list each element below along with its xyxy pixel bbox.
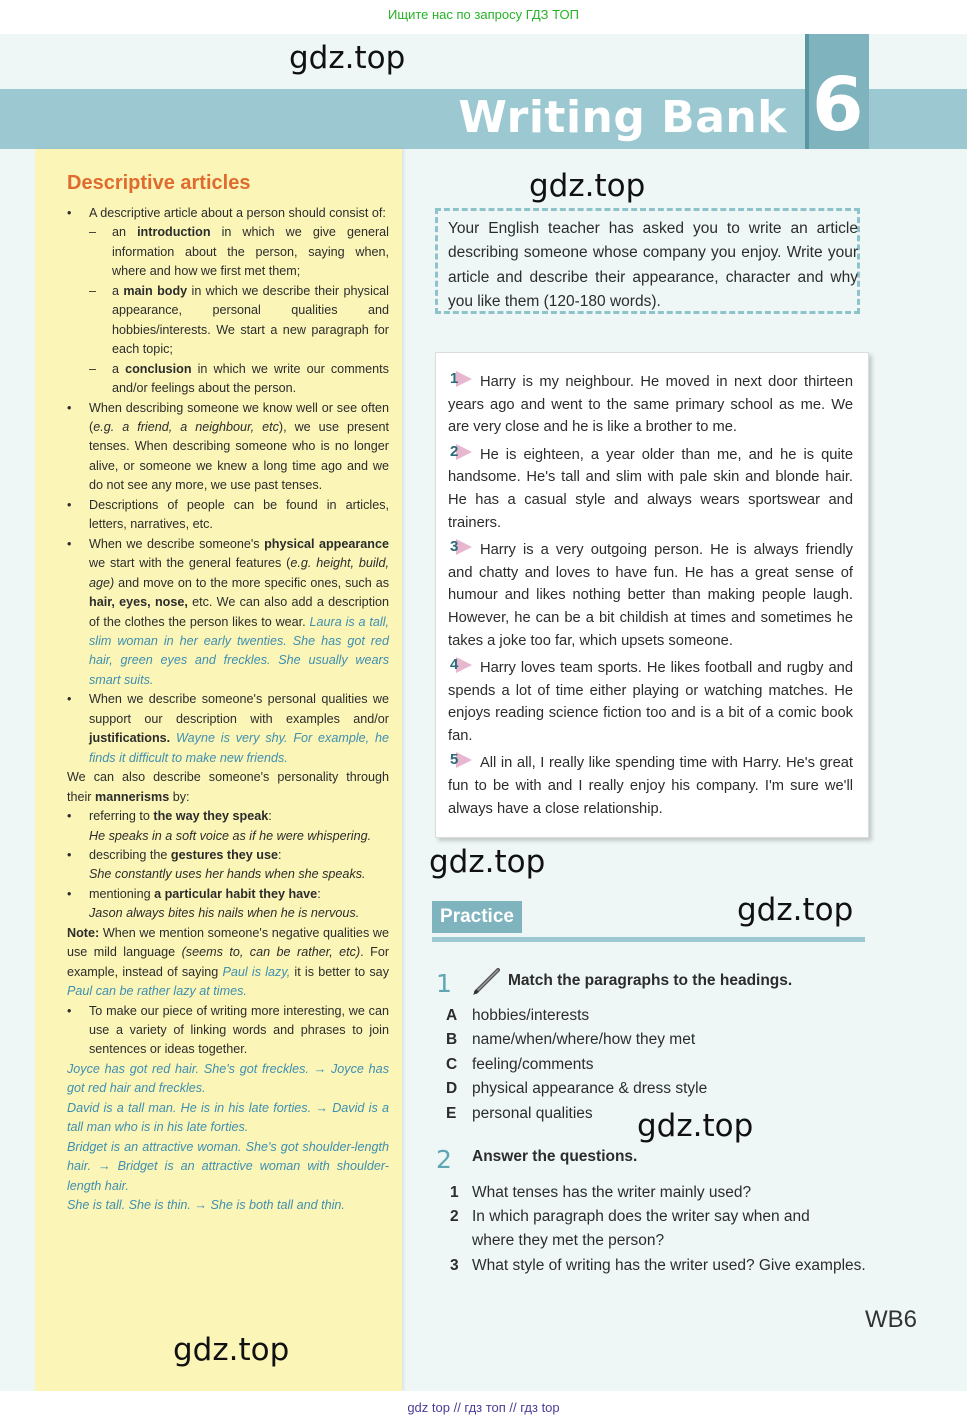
- paragraph-number-marker: 1: [448, 371, 470, 387]
- theory-title: Descriptive articles: [67, 172, 251, 194]
- theory-bullet: • When we describe someone's personal qualities we support our description with examples and/or justifications. Wayne is very shy. For example, he finds it difficult to make new friends.: [67, 690, 389, 768]
- writing-task-box: [435, 208, 860, 314]
- heading-option: B name/when/where/how they met: [446, 1031, 696, 1048]
- watermark: gdz.top: [737, 892, 854, 928]
- paragraph-number-marker: 3: [448, 539, 470, 555]
- theory-bullet: • describing the gestures they use:: [67, 846, 389, 865]
- question-item: 1 What tenses has the writer mainly used?: [450, 1184, 752, 1201]
- unit-number: 6: [812, 62, 864, 148]
- linking-example: Joyce has got red hair. She's got freckles. → Joyce has got red hair and freckles.: [67, 1061, 389, 1096]
- article-paragraph: 4 Harry loves team sports. He likes football and rugby and spends a lot of time either playing or watching matches. He enjoys reading science fiction too and is a bit of a comic book fan.: [448, 655, 853, 745]
- article-paragraph: 2 He is eighteen, a year older than me, and he is quite handsome. He's tall and slim with pale skin and blonde hair. He has a casual style and always wears sportswear and trainers.: [448, 442, 853, 531]
- watermark: gdz.top: [289, 40, 406, 76]
- theory-bullet: • referring to the way they speak:: [67, 807, 389, 826]
- heading-option: E personal qualities: [446, 1105, 593, 1122]
- exercise-2-heading: Answer the questions.: [472, 1148, 638, 1165]
- watermark: gdz.top: [637, 1108, 754, 1144]
- theory-body: [67, 204, 389, 1216]
- article-text: [448, 371, 853, 825]
- pencil-icon: [470, 964, 504, 998]
- question-item-continued: where they met the person?: [472, 1232, 665, 1249]
- theory-subitem: – an introduction in which we give general information about the person, saying when, where and how we first met them;: [67, 223, 389, 281]
- theory-bullet: • When describing someone we know well or see often (e.g. a friend, a neighbour, etc), we use present tenses. When describing someone who is no longer alive, or someone we knew a long time ago and we do not see any more, we use past tenses.: [67, 399, 389, 496]
- writing-task-text: Your English teacher has asked you to write an article describing someone whose company you enjoy. Write your article and describe their appearance, character and why you like them (120-180 words).: [448, 220, 858, 311]
- footer-links: gdz top // гдз топ // гдз top: [0, 1391, 967, 1425]
- practice-divider: [432, 937, 865, 942]
- article-paragraph: 1 Harry is my neighbour. He moved in next door thirteen years ago and went to the same primary school as me. We are very close and he is like a brother to me.: [448, 370, 853, 436]
- theory-bullet: • When we describe someone's physical appearance we start with the general features (e.g. height, build, age) and move on to the more specific ones, such as hair, eyes, nose, etc. We can also add a description of the clothes the person likes to wear. Laura is a tall, slim woman in her early twenties. She has got red hair, green eyes and freckles. She usually wears smart suits.: [67, 535, 389, 691]
- model-article: [435, 352, 869, 838]
- page-code: WB6: [865, 1306, 918, 1333]
- exercise-1-heading: Match the paragraphs to the headings.: [508, 972, 793, 989]
- paragraph-number-marker: 4: [448, 657, 470, 673]
- question-item: 3 What style of writing has the writer used? Give examples.: [450, 1257, 866, 1274]
- theory-subitem: – a conclusion in which we write our comments and/or feelings about the person.: [67, 360, 389, 399]
- theory-bullet: • A descriptive article about a person should consist of:: [67, 204, 389, 223]
- linking-example: Bridget is an attractive woman. She's got shoulder-length hair. → Bridget is an attractive woman with shoulder-length hair.: [67, 1139, 389, 1193]
- theory-bullet: • mentioning a particular habit they have:: [67, 885, 389, 904]
- page-title: Writing Bank: [458, 92, 787, 143]
- theory-example: She constantly uses her hands when she speaks.: [89, 867, 366, 882]
- linking-example: David is a tall man. He is in his late forties. → David is a tall man who is in his late forties.: [67, 1100, 389, 1135]
- practice-label: Practice: [432, 901, 522, 933]
- exercise-1-number: 1: [436, 969, 452, 998]
- watermark: gdz.top: [429, 844, 546, 880]
- theory-example: Jason always bites his nails when he is nervous.: [89, 906, 360, 921]
- heading-option: D physical appearance & dress style: [446, 1080, 708, 1097]
- article-paragraph: 5 All in all, I really like spending time with Harry. He's great fun to be with and I really enjoy his company. I'm sure we'll always have a close relationship.: [448, 751, 853, 817]
- theory-subitem: – a main body in which we describe their physical appearance, personal qualities and hobbies/interests. We start a new paragraph for each topic;: [67, 282, 389, 360]
- theory-example: He speaks in a soft voice as if he were whispering.: [89, 828, 372, 843]
- heading-option: C feeling/comments: [446, 1056, 594, 1073]
- linking-example: She is tall. She is thin. → She is both tall and thin.: [67, 1198, 345, 1213]
- top-note: Ищите нас по запросу ГДЗ ТОП: [0, 0, 967, 34]
- theory-bullet: • Descriptions of people can be found in articles, letters, narratives, etc.: [67, 496, 389, 535]
- heading-option: A hobbies/interests: [446, 1007, 590, 1024]
- theory-note: Note: When we mention someone's negative qualities we use mild language (seems to, can be rather, etc). For example, instead of saying Paul is lazy, it is better to say Paul can be rather lazy at times.: [67, 925, 390, 999]
- theory-paragraph: We can also describe someone's personality through their mannerisms by:: [67, 770, 389, 804]
- paragraph-number-marker: 2: [448, 444, 470, 460]
- question-item: 2 In which paragraph does the writer say when and: [450, 1208, 810, 1225]
- theory-bullet: • To make our piece of writing more interesting, we can use a variety of linking words and phrases to join sentences or ideas together.: [67, 1002, 389, 1060]
- watermark: gdz.top: [529, 168, 646, 204]
- paragraph-number-marker: 5: [448, 752, 470, 768]
- watermark: gdz.top: [173, 1332, 290, 1368]
- article-paragraph: 3 Harry is a very outgoing person. He is always friendly and chatty and loves to have fun. He has a great sense of humour and likes nothing better than making people laugh. However, he can be a bit childish at times and sometimes he takes a joke too far, which upsets someone.: [448, 537, 853, 649]
- exercise-2-number: 2: [436, 1145, 452, 1174]
